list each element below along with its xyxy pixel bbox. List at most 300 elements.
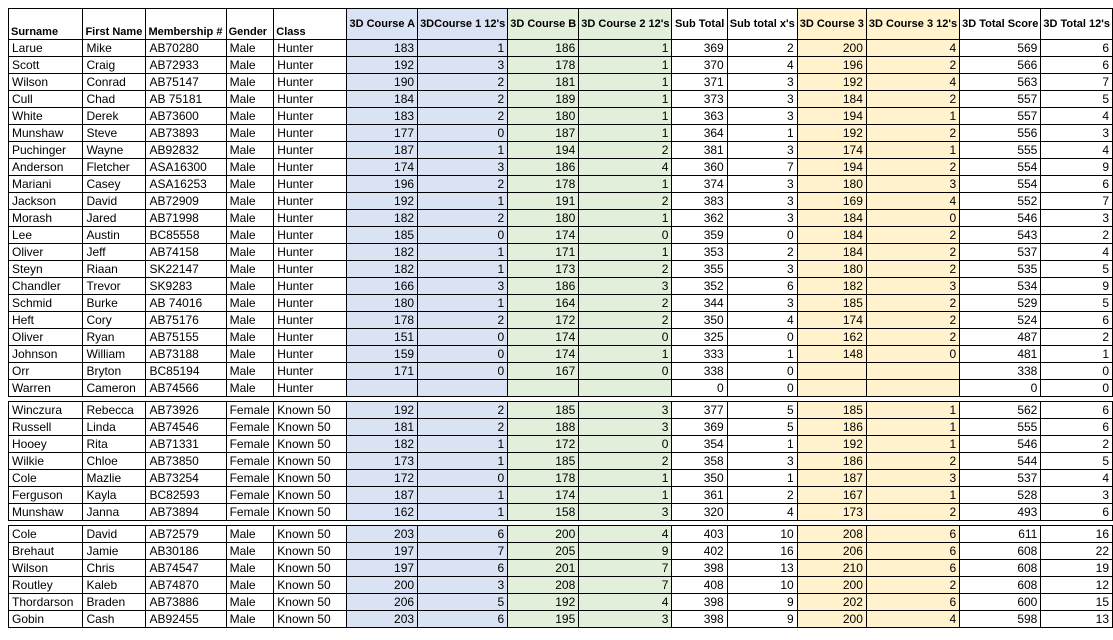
table-cell: Jamie xyxy=(83,543,146,560)
table-cell: Male xyxy=(226,278,274,295)
table-cell: Cameron xyxy=(83,380,146,397)
table-cell: Female xyxy=(226,419,274,436)
table-cell: Anderson xyxy=(9,159,83,176)
table-cell: 196 xyxy=(347,176,418,193)
table-cell: Linda xyxy=(83,419,146,436)
table-row xyxy=(9,312,1113,329)
column-header: 3D Course 3 xyxy=(797,9,866,40)
table-cell: 0 xyxy=(672,380,727,397)
table-cell: Known 50 xyxy=(274,611,347,628)
table-cell: AB74158 xyxy=(146,244,226,261)
table-row xyxy=(9,244,1113,261)
table-cell: Schmid xyxy=(9,295,83,312)
table-cell: AB30186 xyxy=(146,543,226,560)
table-row xyxy=(9,526,1113,543)
column-header: 3D Course A xyxy=(347,9,418,40)
table-cell: 534 xyxy=(960,278,1041,295)
table-cell: 7 xyxy=(579,577,672,594)
table-cell: 180 xyxy=(347,295,418,312)
table-cell: Male xyxy=(226,108,274,125)
table-cell: 9 xyxy=(727,594,797,611)
table-cell: 183 xyxy=(347,40,418,57)
table-cell: 3 xyxy=(866,176,959,193)
table-cell: Brehaut xyxy=(9,543,83,560)
table-cell: 2 xyxy=(418,176,508,193)
table-cell: 364 xyxy=(672,125,727,142)
table-row xyxy=(9,402,1113,419)
table-cell: 543 xyxy=(960,227,1041,244)
table-cell: 2 xyxy=(418,419,508,436)
table-cell: BC85558 xyxy=(146,227,226,244)
table-cell: 0 xyxy=(418,227,508,244)
table-row xyxy=(9,278,1113,295)
table-cell: 0 xyxy=(727,380,797,397)
table-cell: 192 xyxy=(797,125,866,142)
table-cell: Craig xyxy=(83,57,146,74)
table-cell: 381 xyxy=(672,142,727,159)
table-cell: 2 xyxy=(866,91,959,108)
table-row xyxy=(9,125,1113,142)
table-cell: 1 xyxy=(866,142,959,159)
table-cell: 2 xyxy=(579,453,672,470)
table-cell: Male xyxy=(226,594,274,611)
table-cell: Hunter xyxy=(274,380,347,397)
table-cell: 7 xyxy=(418,543,508,560)
table-cell: Burke xyxy=(83,295,146,312)
table-row xyxy=(9,40,1113,57)
table-cell: 546 xyxy=(960,436,1041,453)
table-cell: 151 xyxy=(347,329,418,346)
table-cell: Chloe xyxy=(83,453,146,470)
table-cell: 1 xyxy=(579,470,672,487)
table-cell: 203 xyxy=(347,526,418,543)
table-cell: Wilkie xyxy=(9,453,83,470)
table-cell: 4 xyxy=(866,40,959,57)
table-cell: 3 xyxy=(418,577,508,594)
table-cell: 5 xyxy=(727,402,797,419)
column-header: Gender xyxy=(226,9,274,40)
table-cell: 3 xyxy=(727,74,797,91)
table-cell: 196 xyxy=(797,57,866,74)
table-cell: 22 xyxy=(1041,543,1113,560)
table-cell: 194 xyxy=(508,142,579,159)
table-cell: 187 xyxy=(347,487,418,504)
table-cell: 186 xyxy=(508,40,579,57)
table-row xyxy=(9,108,1113,125)
table-cell: 556 xyxy=(960,125,1041,142)
table-cell xyxy=(797,380,866,397)
table-cell: 5 xyxy=(727,419,797,436)
table-cell: 162 xyxy=(347,504,418,521)
table-cell: Male xyxy=(226,227,274,244)
table-cell: 374 xyxy=(672,176,727,193)
table-cell: 350 xyxy=(672,470,727,487)
table-row xyxy=(9,159,1113,176)
table-cell: Known 50 xyxy=(274,453,347,470)
table-cell: 200 xyxy=(508,526,579,543)
table-cell: 6 xyxy=(1041,57,1113,74)
table-row xyxy=(9,560,1113,577)
table-cell: 164 xyxy=(508,295,579,312)
table-cell: Hunter xyxy=(274,227,347,244)
table-cell: 546 xyxy=(960,210,1041,227)
table-cell: 4 xyxy=(727,504,797,521)
table-row xyxy=(9,594,1113,611)
table-cell: 358 xyxy=(672,453,727,470)
column-header: 3D Course 3 12's xyxy=(866,9,959,40)
table-cell: 353 xyxy=(672,244,727,261)
table-cell: 2 xyxy=(1041,227,1113,244)
table-cell: 2 xyxy=(1041,329,1113,346)
table-cell: Known 50 xyxy=(274,436,347,453)
table-cell: 184 xyxy=(797,227,866,244)
table-cell: 171 xyxy=(347,363,418,380)
table-row xyxy=(9,91,1113,108)
table-cell: 529 xyxy=(960,295,1041,312)
table-cell: SK9283 xyxy=(146,278,226,295)
table-cell: Hunter xyxy=(274,57,347,74)
table-cell: 363 xyxy=(672,108,727,125)
table-cell: 7 xyxy=(727,159,797,176)
table-cell: Male xyxy=(226,193,274,210)
table-cell: 186 xyxy=(508,278,579,295)
table-cell: 174 xyxy=(347,159,418,176)
table-cell: Male xyxy=(226,74,274,91)
table-cell: BC82593 xyxy=(146,487,226,504)
table-cell: 3 xyxy=(418,159,508,176)
table-cell: Orr xyxy=(9,363,83,380)
table-cell: Oliver xyxy=(9,329,83,346)
table-cell: 562 xyxy=(960,402,1041,419)
table-cell: 185 xyxy=(508,453,579,470)
table-cell: 0 xyxy=(727,227,797,244)
table-cell: Hunter xyxy=(274,210,347,227)
column-header: 3D Total 12's xyxy=(1041,9,1113,40)
table-cell: 398 xyxy=(672,594,727,611)
table-cell: 192 xyxy=(347,193,418,210)
table-cell: Wilson xyxy=(9,74,83,91)
table-cell: 598 xyxy=(960,611,1041,628)
table-cell: 185 xyxy=(347,227,418,244)
table-cell: Riaan xyxy=(83,261,146,278)
table-cell: Morash xyxy=(9,210,83,227)
table-cell: Female xyxy=(226,504,274,521)
column-header: Sub Total xyxy=(672,9,727,40)
table-cell: 16 xyxy=(727,543,797,560)
table-row xyxy=(9,227,1113,244)
table-cell: Known 50 xyxy=(274,504,347,521)
table-cell: 1 xyxy=(579,125,672,142)
table-cell: Hunter xyxy=(274,312,347,329)
table-cell: 1 xyxy=(579,57,672,74)
table-cell: 0 xyxy=(579,329,672,346)
table-cell: 6 xyxy=(1041,40,1113,57)
table-cell: Hunter xyxy=(274,74,347,91)
table-cell: 3 xyxy=(866,278,959,295)
table-cell: 3 xyxy=(727,210,797,227)
table-cell: 360 xyxy=(672,159,727,176)
table-cell: 3 xyxy=(418,278,508,295)
table-cell: 6 xyxy=(418,611,508,628)
table-cell: 352 xyxy=(672,278,727,295)
table-cell: AB75176 xyxy=(146,312,226,329)
table-cell: Known 50 xyxy=(274,419,347,436)
table-cell: Known 50 xyxy=(274,594,347,611)
table-cell: 3 xyxy=(727,193,797,210)
table-cell: Female xyxy=(226,470,274,487)
table-cell: 6 xyxy=(1041,312,1113,329)
table-cell: 197 xyxy=(347,560,418,577)
table-row xyxy=(9,363,1113,380)
table-cell: 5 xyxy=(418,594,508,611)
table-cell: 200 xyxy=(797,577,866,594)
table-cell: AB73600 xyxy=(146,108,226,125)
table-cell: 4 xyxy=(727,312,797,329)
table-cell: 1 xyxy=(727,346,797,363)
table-cell xyxy=(347,380,418,397)
table-cell: 3 xyxy=(727,108,797,125)
table-cell: 177 xyxy=(347,125,418,142)
table-row xyxy=(9,193,1113,210)
table-cell: Mariani xyxy=(9,176,83,193)
table-cell: 361 xyxy=(672,487,727,504)
table-cell: 0 xyxy=(579,436,672,453)
table-cell: 162 xyxy=(797,329,866,346)
table-cell: 362 xyxy=(672,210,727,227)
table-cell: Gobin xyxy=(9,611,83,628)
table-cell: 1 xyxy=(579,91,672,108)
table-cell: 6 xyxy=(1041,402,1113,419)
table-row xyxy=(9,329,1113,346)
table-cell: Male xyxy=(226,295,274,312)
table-cell: 1 xyxy=(418,487,508,504)
table-cell: 200 xyxy=(797,40,866,57)
table-cell: 185 xyxy=(508,402,579,419)
table-cell: AB74566 xyxy=(146,380,226,397)
table-cell: 2 xyxy=(866,57,959,74)
table-cell: 2 xyxy=(866,244,959,261)
table-cell: Hunter xyxy=(274,91,347,108)
table-row xyxy=(9,487,1113,504)
table-cell: Male xyxy=(226,261,274,278)
column-header: Membership # xyxy=(146,9,226,40)
table-cell: 182 xyxy=(347,244,418,261)
table-cell: 172 xyxy=(508,312,579,329)
table-cell: Male xyxy=(226,380,274,397)
table-cell: 0 xyxy=(1041,363,1113,380)
table-cell: 3 xyxy=(1041,210,1113,227)
table-cell: 173 xyxy=(797,504,866,521)
table-cell: 6 xyxy=(866,526,959,543)
table-cell: 2 xyxy=(727,40,797,57)
table-cell: 185 xyxy=(797,295,866,312)
table-cell: Male xyxy=(226,526,274,543)
table-cell xyxy=(418,380,508,397)
table-cell: Male xyxy=(226,142,274,159)
table-cell: 373 xyxy=(672,91,727,108)
table-cell: Male xyxy=(226,312,274,329)
table-cell: 167 xyxy=(508,363,579,380)
table-cell: Hunter xyxy=(274,176,347,193)
table-cell: 190 xyxy=(347,74,418,91)
table-row xyxy=(9,504,1113,521)
table-cell: White xyxy=(9,108,83,125)
table-cell: 167 xyxy=(797,487,866,504)
table-cell: 6 xyxy=(418,560,508,577)
table-cell: 173 xyxy=(508,261,579,278)
table-cell: Cory xyxy=(83,312,146,329)
table-cell: 0 xyxy=(960,380,1041,397)
table-cell: 354 xyxy=(672,436,727,453)
table-cell: 569 xyxy=(960,40,1041,57)
table-cell: 1 xyxy=(866,436,959,453)
table-cell: Puchinger xyxy=(9,142,83,159)
table-cell xyxy=(866,380,959,397)
table-cell: 182 xyxy=(347,261,418,278)
table-cell: Known 50 xyxy=(274,577,347,594)
table-cell xyxy=(866,363,959,380)
table-cell: Thordarson xyxy=(9,594,83,611)
table-cell: Hunter xyxy=(274,346,347,363)
table-cell: AB73850 xyxy=(146,453,226,470)
table-cell: 377 xyxy=(672,402,727,419)
table-cell: 9 xyxy=(1041,278,1113,295)
table-cell: AB73893 xyxy=(146,125,226,142)
table-cell: 2 xyxy=(418,402,508,419)
table-cell: 1 xyxy=(1041,346,1113,363)
table-cell: 1 xyxy=(418,261,508,278)
table-row xyxy=(9,470,1113,487)
table-cell: 7 xyxy=(1041,193,1113,210)
table-cell: 174 xyxy=(508,487,579,504)
table-cell: 3 xyxy=(579,419,672,436)
table-cell: 369 xyxy=(672,419,727,436)
table-cell: AB70280 xyxy=(146,40,226,57)
table-row xyxy=(9,295,1113,312)
table-cell: 200 xyxy=(797,611,866,628)
table-cell: Warren xyxy=(9,380,83,397)
table-cell: 3 xyxy=(727,176,797,193)
table-cell: 1 xyxy=(418,504,508,521)
table-cell: 180 xyxy=(508,210,579,227)
table-cell: 1 xyxy=(418,436,508,453)
table-row xyxy=(9,419,1113,436)
table-cell: Braden xyxy=(83,594,146,611)
table-cell: Male xyxy=(226,363,274,380)
table-cell: 192 xyxy=(347,402,418,419)
table-cell: Male xyxy=(226,543,274,560)
table-cell: 6 xyxy=(1041,504,1113,521)
table-cell: 555 xyxy=(960,419,1041,436)
table-cell: 552 xyxy=(960,193,1041,210)
table-cell: 2 xyxy=(866,312,959,329)
table-cell: 1 xyxy=(418,193,508,210)
table-cell: Mike xyxy=(83,40,146,57)
table-cell: Chad xyxy=(83,91,146,108)
table-cell: 338 xyxy=(960,363,1041,380)
table-cell: Male xyxy=(226,210,274,227)
table-cell: 184 xyxy=(347,91,418,108)
table-cell: 182 xyxy=(347,436,418,453)
table-body xyxy=(9,40,1113,628)
table-cell: 3 xyxy=(727,91,797,108)
table-cell: 195 xyxy=(508,611,579,628)
table-cell: AB73894 xyxy=(146,504,226,521)
table-cell: Jared xyxy=(83,210,146,227)
table-cell: AB92455 xyxy=(146,611,226,628)
table-row xyxy=(9,57,1113,74)
table-cell xyxy=(508,380,579,397)
table-cell: AB74547 xyxy=(146,560,226,577)
table-cell: 7 xyxy=(579,560,672,577)
table-cell: Known 50 xyxy=(274,487,347,504)
table-cell: Male xyxy=(226,159,274,176)
table-cell: 4 xyxy=(579,159,672,176)
table-cell: 4 xyxy=(1041,470,1113,487)
table-cell: 12 xyxy=(1041,577,1113,594)
table-cell: 1 xyxy=(579,487,672,504)
table-cell: 1 xyxy=(418,142,508,159)
table-cell: AB75147 xyxy=(146,74,226,91)
table-cell: Steyn xyxy=(9,261,83,278)
table-cell: Cull xyxy=(9,91,83,108)
column-header: Sub total x's xyxy=(727,9,797,40)
table-cell: 408 xyxy=(672,577,727,594)
table-row xyxy=(9,380,1113,397)
table-cell: 537 xyxy=(960,470,1041,487)
table-cell: 371 xyxy=(672,74,727,91)
table-cell: 1 xyxy=(579,108,672,125)
table-cell: 1 xyxy=(418,453,508,470)
table-cell: Munshaw xyxy=(9,504,83,521)
table-cell: 487 xyxy=(960,329,1041,346)
table-cell: AB74546 xyxy=(146,419,226,436)
table-cell: Chris xyxy=(83,560,146,577)
table-cell: 4 xyxy=(866,74,959,91)
table-cell: Hooey xyxy=(9,436,83,453)
table-cell: Trevor xyxy=(83,278,146,295)
table-cell: Known 50 xyxy=(274,526,347,543)
table-cell: Cole xyxy=(9,470,83,487)
table-cell: 4 xyxy=(579,526,672,543)
table-cell: 166 xyxy=(347,278,418,295)
table-cell: 189 xyxy=(508,91,579,108)
table-cell xyxy=(797,363,866,380)
table-cell: Cole xyxy=(9,526,83,543)
table-cell: Kayla xyxy=(83,487,146,504)
table-cell: 2 xyxy=(866,125,959,142)
table-cell: 159 xyxy=(347,346,418,363)
table-cell: 2 xyxy=(866,329,959,346)
table-cell: AB 74016 xyxy=(146,295,226,312)
table-row xyxy=(9,210,1113,227)
table-cell: 5 xyxy=(1041,261,1113,278)
table-cell: Cash xyxy=(83,611,146,628)
table-cell: Male xyxy=(226,91,274,108)
table-cell: Female xyxy=(226,436,274,453)
table-cell xyxy=(579,380,672,397)
table-cell: 608 xyxy=(960,543,1041,560)
column-header: First Name xyxy=(83,9,146,40)
table-cell: 182 xyxy=(347,210,418,227)
table-cell: Male xyxy=(226,560,274,577)
table-cell: AB72933 xyxy=(146,57,226,74)
table-cell: Male xyxy=(226,244,274,261)
table-cell: 201 xyxy=(508,560,579,577)
table-cell: 1 xyxy=(579,210,672,227)
table-cell: Casey xyxy=(83,176,146,193)
table-cell: 320 xyxy=(672,504,727,521)
